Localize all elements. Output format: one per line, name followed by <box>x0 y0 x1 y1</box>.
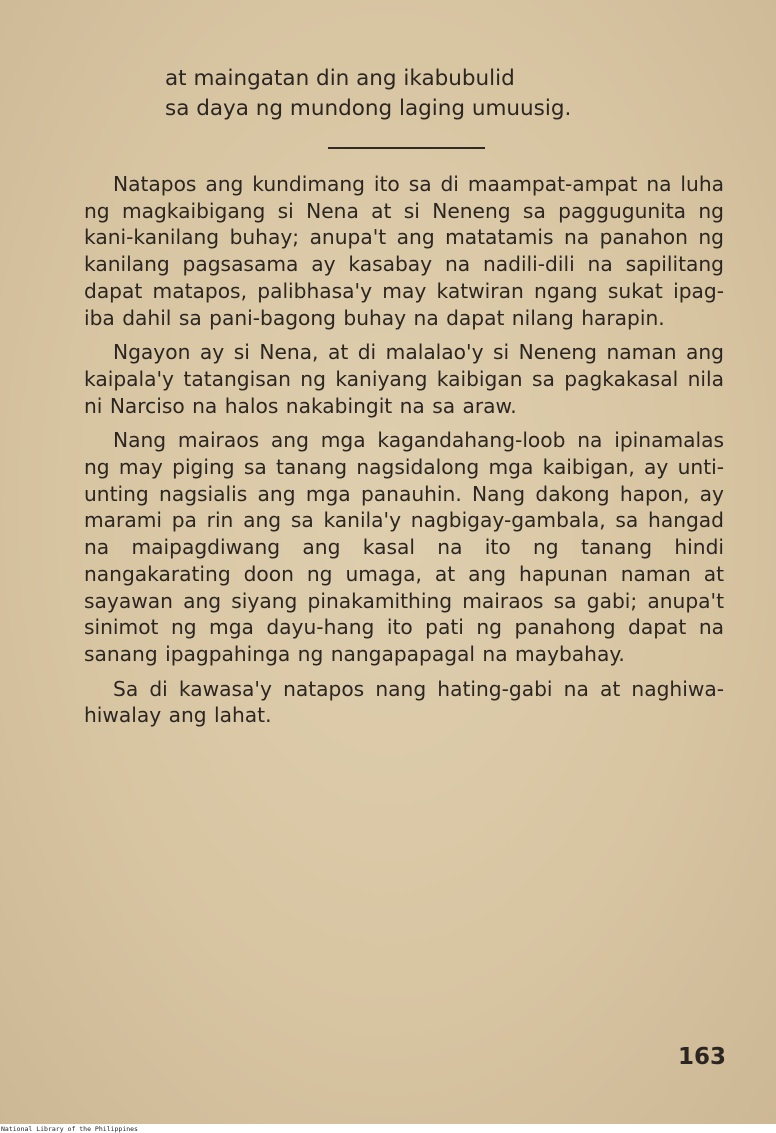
section-divider <box>328 147 485 149</box>
verse-line-1: at maingatan din ang ikabubulid <box>165 66 515 91</box>
paragraph-4: Sa di kawasa'y natapos nang hating-gabi na at naghiwa-hiwalay ang lahat. <box>84 676 724 728</box>
paragraph-2: Ngayon ay si Nena, at di malalao'y si Neneng naman ang kaipala'y tatangisan ng kaniyang kaibigan sa pagkakasal nila ni Narciso na halos nakabingit na sa araw. <box>84 340 724 418</box>
verse-line-2: sa daya ng mundong laging umuusig. <box>165 96 572 121</box>
page-number: 163 <box>678 1044 727 1070</box>
body-text <box>84 171 724 737</box>
paragraph-1: Natapos ang kundimang ito sa di maampat-ampat na luha ng magkaibigang si Nena at si Neneng sa paggugunita ng kani-kanilang buhay; anupa't ang matatamis na panahon ng kanilang pagsasama ay kasabay na nadili-dili na sapilitang dapat matapos, palibhasa'y may katwiran ngang sukat ipag-iba dahil sa pani-bagong buhay na dapat nilang harapin. <box>84 172 724 330</box>
footer-credit: National Library of the Philippines <box>1 1125 138 1133</box>
paragraph-3: Nang mairaos ang mga kagandahang-loob na ipinamalas ng may piging sa tanang nagsidalong mga kaibigan, ay unti-unting nagsialis ang mga panauhin. Nang dakong hapon, ay marami pa rin ang sa kanila'y nagbigay-gambala, sa hangad na maipagdiwang ang kasal na ito ng tanang hindi nangakarating doon ng umaga, at ang hapunan naman at sayawan ang siyang pinakamithing mairaos sa gabi; anupa't sinimot ng mga dayu-hang ito pati ng panahong dapat na sanang ipagpahinga ng nangapapagal na maybahay. <box>84 428 724 666</box>
verse-block <box>165 64 571 124</box>
